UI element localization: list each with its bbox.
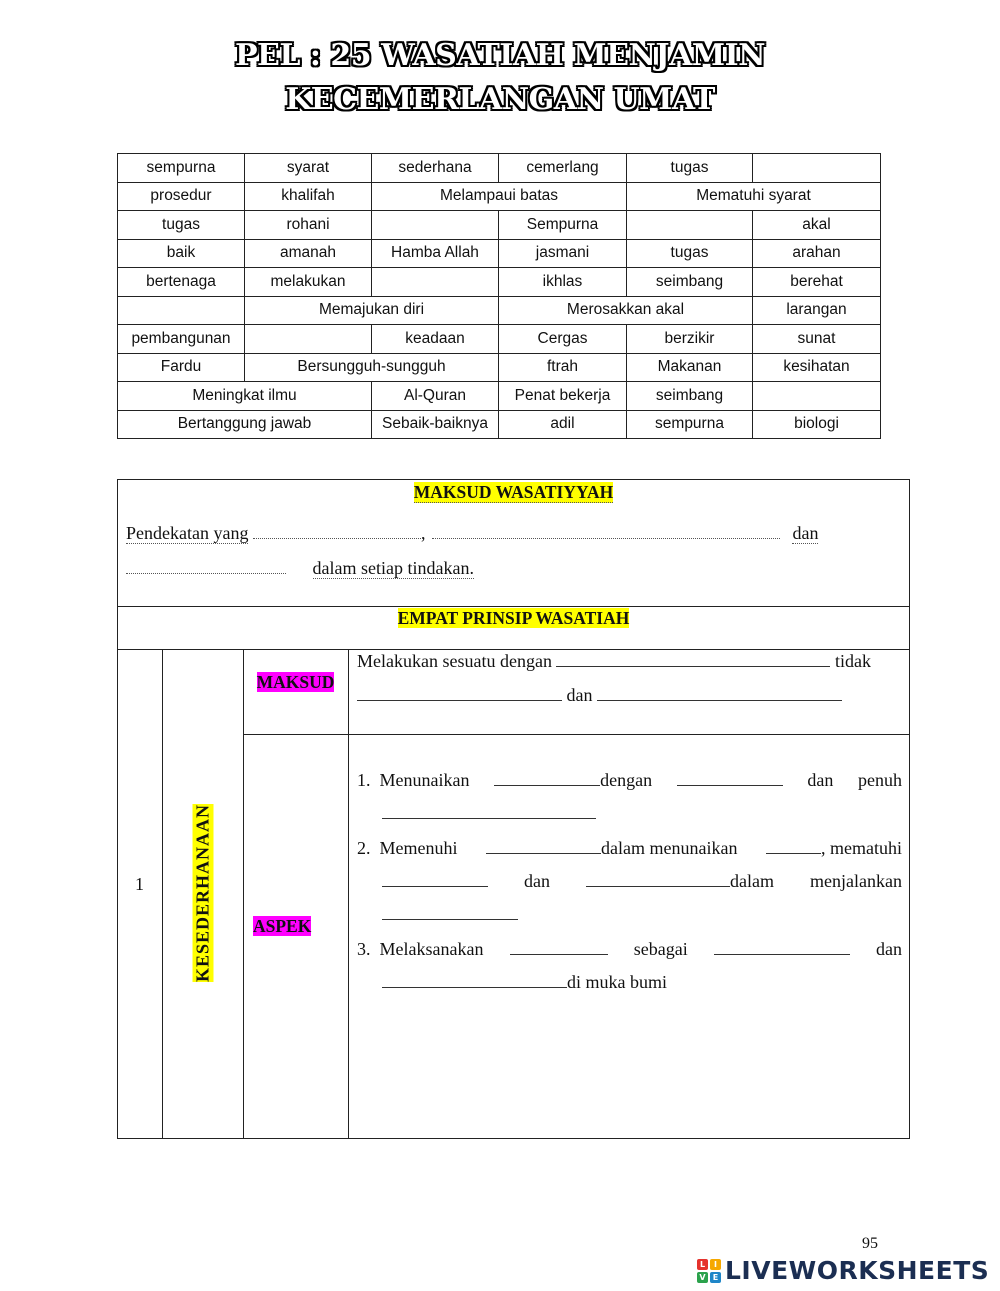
word-bank-row (118, 154, 881, 183)
word-bank-row (118, 268, 881, 297)
aspek-item-1 (357, 770, 902, 824)
word-bank-cell: Fardu (118, 353, 245, 382)
blank-15[interactable] (510, 939, 608, 955)
word-bank-cell: sempurna (627, 410, 753, 439)
blank-14[interactable] (382, 904, 518, 920)
empat-prinsip-heading: EMPAT PRINSIP WASATIAH (397, 608, 630, 628)
word-bank-cell: Sebaik-baiknya (372, 410, 499, 439)
maksud-text-line-1 (357, 651, 897, 672)
blank-16[interactable] (714, 939, 850, 955)
word-bank-cell: berzikir (627, 325, 753, 354)
blank-5[interactable] (357, 685, 562, 701)
item-1-a: Menunaikan (379, 770, 470, 790)
blank-4[interactable] (556, 651, 830, 667)
item-2-d: dan (524, 871, 551, 891)
item-1-c: dan (807, 770, 834, 790)
page-title-line-1: PEL : 25 WASATIAH MENJAMIN (234, 38, 766, 73)
divider (117, 606, 910, 607)
word-bank-cell (372, 211, 499, 240)
word-bank-cell: jasmani (499, 239, 627, 268)
blank-10[interactable] (486, 838, 601, 854)
word-bank-cell: Memajukan diri (245, 296, 499, 325)
word-bank-cell: keadaan (372, 325, 499, 354)
blank-11[interactable] (766, 838, 821, 854)
item-2-f: menjalankan (810, 871, 902, 891)
liveworksheets-wordmark: LIVEWORKSHEETS (725, 1256, 990, 1285)
maksud-prefix: Pendekatan yang (126, 523, 249, 543)
col-divider (348, 649, 349, 1139)
word-bank-cell: kesihatan (753, 353, 881, 382)
maksud-wasatiyyah-line-2 (126, 558, 906, 579)
aspek-item-3 (357, 939, 902, 993)
blank-2[interactable] (432, 538, 780, 539)
word-bank-cell: Bertanggung jawab (118, 410, 372, 439)
item-3-c: dan (875, 939, 902, 959)
item-2-b: dalam menunaikan (601, 838, 738, 858)
maksud-wasatiyyah-heading: MAKSUD WASATIYYAH (413, 482, 614, 502)
blank-8[interactable] (677, 770, 783, 786)
maksud-text-b: tidak (834, 651, 871, 671)
word-bank-cell: Cergas (499, 325, 627, 354)
aspek-label: ASPEK (253, 916, 312, 936)
word-bank-row (118, 239, 881, 268)
logo-tile: L (697, 1259, 708, 1270)
blank-12[interactable] (382, 871, 488, 887)
word-bank-cell: Al-Quran (372, 382, 499, 411)
word-bank-cell: syarat (245, 154, 372, 183)
word-bank-cell (753, 382, 881, 411)
aspek-item-2 (357, 838, 902, 925)
word-bank-cell: adil (499, 410, 627, 439)
maksud-wasatiyyah-line-1 (126, 523, 906, 544)
blank-13[interactable] (586, 871, 730, 887)
item-1-b: dengan (600, 770, 653, 790)
maksud-text-c: dan (566, 685, 593, 705)
item-2-c: , mematuhi (821, 838, 902, 858)
word-bank-cell (118, 296, 245, 325)
word-bank-cell: Meningkat ilmu (118, 382, 372, 411)
maksud-text-a: Melakukan sesuatu dengan (357, 651, 552, 671)
maksud-text-line-2 (357, 685, 897, 706)
word-bank-cell (627, 211, 753, 240)
word-bank-cell: Merosakkan akal (499, 296, 753, 325)
prinsip-name: KESEDERHANAAN (192, 803, 212, 983)
word-bank-cell: sunat (753, 325, 881, 354)
maksud-suffix: dalam setiap tindakan. (312, 558, 474, 578)
divider (117, 649, 910, 650)
word-bank-cell: biologi (753, 410, 881, 439)
liveworksheets-logo[interactable] (697, 1256, 989, 1285)
item-2-e: dalam (730, 871, 775, 891)
word-bank-cell: sederhana (372, 154, 499, 183)
comma: , (420, 523, 426, 543)
word-bank-cell (753, 154, 881, 183)
word-bank-cell: prosedur (118, 182, 245, 211)
maksud-label: MAKSUD (256, 672, 335, 692)
word-bank-cell: pembangunan (118, 325, 245, 354)
word-bank-row (118, 296, 881, 325)
page-number: 95 (862, 1235, 878, 1252)
blank-1[interactable] (253, 538, 421, 539)
word-bank-cell: rohani (245, 211, 372, 240)
word-bank-cell: larangan (753, 296, 881, 325)
word-bank-cell (372, 268, 499, 297)
logo-tile: E (710, 1272, 721, 1283)
blank-6[interactable] (597, 685, 842, 701)
word-bank-cell: Hamba Allah (372, 239, 499, 268)
word-bank-cell: ikhlas (499, 268, 627, 297)
word-bank-cell: tugas (118, 211, 245, 240)
word-bank-row (118, 382, 881, 411)
word-bank-cell: seimbang (627, 382, 753, 411)
word-bank-row (118, 182, 881, 211)
logo-tile: I (710, 1259, 721, 1270)
word-bank-cell: Mematuhi syarat (627, 182, 881, 211)
blank-7[interactable] (494, 770, 600, 786)
blank-9[interactable] (382, 803, 596, 819)
word-bank-cell: sempurna (118, 154, 245, 183)
word-bank-cell: amanah (245, 239, 372, 268)
word-bank-cell: seimbang (627, 268, 753, 297)
word-bank-cell: Melampaui batas (372, 182, 627, 211)
blank-3[interactable] (126, 573, 286, 574)
word-bank-row (118, 353, 881, 382)
item-3-b: sebagai (633, 939, 688, 959)
word-bank-row (118, 211, 881, 240)
word-bank-cell (245, 325, 372, 354)
word-bank-cell: tugas (627, 239, 753, 268)
row-divider (243, 734, 910, 735)
item-number: 1. (357, 770, 371, 790)
item-3-a: Melaksanakan (379, 939, 484, 959)
prinsip-number: 1 (135, 874, 144, 894)
word-bank-cell: Sempurna (499, 211, 627, 240)
word-bank-cell: berehat (753, 268, 881, 297)
prinsip-name-vertical (162, 798, 243, 988)
word-bank-cell: Makanan (627, 353, 753, 382)
item-1-d: penuh (857, 770, 902, 790)
word-bank-row (118, 410, 881, 439)
col-divider (243, 649, 244, 1139)
logo-tile: V (697, 1272, 708, 1283)
word-bank-cell: bertenaga (118, 268, 245, 297)
item-number: 2. (357, 838, 371, 858)
maksud-dan: dan (792, 523, 819, 543)
word-bank-cell: cemerlang (499, 154, 627, 183)
word-bank-cell: khalifah (245, 182, 372, 211)
word-bank-cell: ftrah (499, 353, 627, 382)
word-bank-table (117, 153, 881, 439)
word-bank-cell: baik (118, 239, 245, 268)
word-bank-row (118, 325, 881, 354)
word-bank-cell: tugas (627, 154, 753, 183)
item-number: 3. (357, 939, 371, 959)
word-bank-cell: melakukan (245, 268, 372, 297)
logo-tiles-icon (697, 1259, 721, 1283)
item-2-a: Memenuhi (379, 838, 458, 858)
word-bank-cell: arahan (753, 239, 881, 268)
word-bank-cell: akal (753, 211, 881, 240)
word-bank-cell: Penat bekerja (499, 382, 627, 411)
blank-17[interactable] (382, 972, 567, 988)
word-bank-cell: Bersungguh-sungguh (245, 353, 499, 382)
item-3-d: di muka bumi (567, 972, 667, 992)
page-title-line-2: KECEMERLANGAN UMAT (285, 82, 715, 117)
